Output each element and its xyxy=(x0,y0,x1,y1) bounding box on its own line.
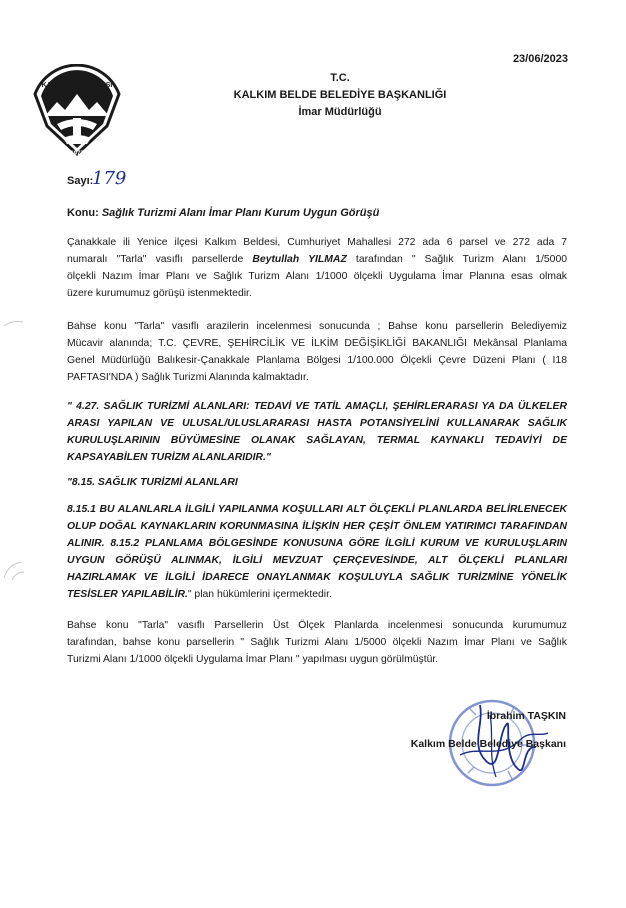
p1-line-1: Çanakkale ili Yenice ilçesi Kalkım Beldesi, Cumhuriyet Mahallesi 272 ada 6 parsel ve 272 ada 7 xyxy=(67,237,567,248)
p5-line-2: OLUP DOĞAL KAYNAKLARIN KORUNMASINA İLİŞKİN HER ÇEŞİT ÖNLEM YATIRIMCI TARAFINDAN xyxy=(67,521,567,532)
p3-line-1: " 4.27. SAĞLIK TURİZMİ ALANLARI: TEDAVİ VE TATİL AMAÇLI, ŞEHİRLERARASI YA DA ÜLKELER xyxy=(67,401,567,412)
paragraph-3-quote xyxy=(67,398,567,466)
p1-line-3: ölçekli Nazım İmar Planı ve Sağlık Turizm Alanı 1/1000 ölçekli Uygulama İmar Planına esas olmak xyxy=(67,271,567,282)
header-line-tc: T.C. xyxy=(330,72,350,84)
document-date: 23/06/2023 xyxy=(512,53,568,65)
p5-line-1: 8.15.1 BU ALANLARLA İLGİLİ YAPILANMA KOŞULLARI ALT ÖLÇEKLİ PLANLARDA BELİRLENECEK xyxy=(67,504,567,515)
header-line-institution: KALKIM BELDE BELEDİYE BAŞKANLIĞI xyxy=(233,89,447,101)
p2-line-3: Genel Müdürlüğü Balıkesir-Çanakkale Planlama Bölgesi 1/100.000 Ölçekli Çevre Düzeni Planı ( I18 xyxy=(67,355,567,366)
paragraph-6 xyxy=(67,617,567,668)
p2-line-2: Mücavir alanında; T.C. ÇEVRE, ŞEHİRCİLİK VE İLKİM DEĞİŞİKLİĞİ BAKANLIĞI Mekânsal Planlama xyxy=(67,338,567,349)
p3-line-2: ARASI YAPILAN VE ULUSAL/ULUSLARARASI HASTA POTANSİYELİNİ KULLANARAK SAĞLIK xyxy=(67,418,567,429)
logo-text: KALKIM BELEDİYESİ xyxy=(41,82,113,89)
p3-line-3: KURULUŞLARININ BÜYÜMESİNE OLANAK SAĞLAYAN, TERMAL KAYNAKLI TEDAVİYİ DE xyxy=(67,435,567,446)
margin-scan-mark xyxy=(3,318,25,328)
p5-line-6: TESİSLER YAPILABİLİR." plan hükümlerini içermektedir. xyxy=(67,589,332,600)
paragraph-1 xyxy=(67,234,567,302)
p6-line-1: Bahse konu "Tarla" vasıflı Parsellerin Üst Ölçek Planlarda incelenmesi sonucunda kurumumuz xyxy=(67,620,567,631)
p1-line-4: üzere kurumumuz görüşü istenmektedir. xyxy=(67,288,252,299)
logo-year: 1977 xyxy=(70,151,84,157)
sayi-label: Sayı: xyxy=(67,175,94,187)
paragraph-5-quote xyxy=(67,501,567,603)
p5-line-5: HAZIRLAMAK VE İLGİLİ İDARECE ONAYLANMAK KOŞULUYLA SAĞLIK TURİZMİNE YÖNELİK xyxy=(67,572,567,583)
p5-line-3: ALINIR. 8.15.2 PLANLAMA BÖLGESİNDE KONUSUNA GÖRE İLGİLİ KURUM VE KURULUŞLARIN xyxy=(67,538,567,549)
p2-line-4: PAFTASI'NDA ) Sağlık Turizmi Alanında kalmaktadır. xyxy=(67,372,309,383)
signatory-name: İbrahim TAŞKIN xyxy=(486,710,566,722)
header-line-department: İmar Müdürlüğü xyxy=(298,106,382,118)
konu-value: Sağlık Turizmi Alanı İmar Planı Kurum Uygun Görüşü xyxy=(101,207,380,219)
signatory-title: Kalkım Belde Belediye Başkanı xyxy=(410,738,566,750)
paragraph-4-heading xyxy=(67,474,567,491)
p1-line-2: numaralı "Tarla" vasıflı parsellerde Beytullah YILMAZ tarafından " Sağlık Turizm Alanı 1/5000 xyxy=(67,254,568,265)
p6-line-2: tarafından, bahse konu parsellerin " Sağlık Turizmi Alanı 1/5000 ölçekli Nazım İmar Planı ve Sağlık xyxy=(67,637,567,648)
konu-label: Konu: xyxy=(67,207,99,219)
subject-line xyxy=(67,207,379,219)
margin-scan-mark-2 xyxy=(2,560,26,582)
sayi-handwritten-value: 179 xyxy=(92,168,127,189)
p4-line-1: "8.15. SAĞLIK TURİZMİ ALANLARI xyxy=(67,477,238,488)
p2-line-1: Bahse konu "Tarla" vasıflı arazilerin incelenmesi sonucunda ; Bahse konu parsellerin Belediyemiz xyxy=(67,321,567,332)
p3-line-4: KAPSAYABİLEN TURİZM ALANLARIDIR." xyxy=(67,452,271,463)
paragraph-2 xyxy=(67,318,567,386)
applicant-name: Beytullah YILMAZ xyxy=(252,254,347,265)
p5-line-4: UYGUN GÖRÜŞÜ ALINMAK, İLGİLİ MEVZUAT ÇERÇEVESİNDE, ALT ÖLÇEKLİ PLANLARI xyxy=(67,555,567,566)
p6-line-3: Turizmi Alanı 1/1000 ölçekli Uygulama İmar Planı " yapılması uygun görülmüştür. xyxy=(67,654,439,665)
